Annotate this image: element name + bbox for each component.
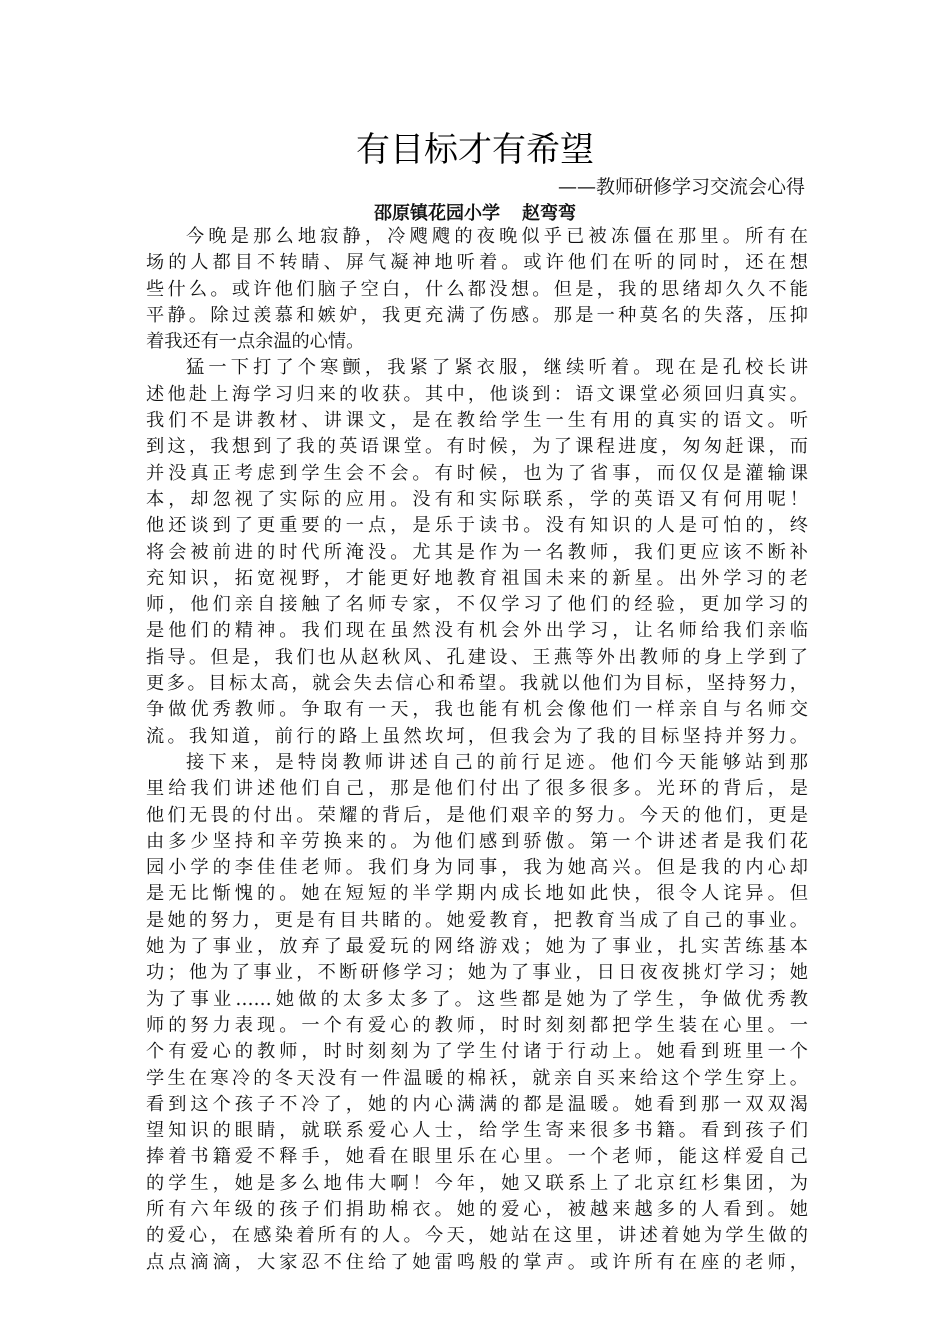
text-line: 的学生，她是多么地伟大啊！今年，她又联系上了北京红杉集团，为 — [146, 1172, 808, 1194]
document-subtitle: ——教师研修学习交流会心得 — [557, 176, 805, 198]
author-name: 赵弯弯 — [522, 203, 576, 224]
author-byline — [0, 202, 950, 226]
text-line: 平静。除过羡慕和嫉妒，我更充满了伤感。那是一种莫名的失落，压抑 — [146, 304, 808, 326]
text-line: 由多少坚持和辛劳换来的。为他们感到骄傲。第一个讲述者是我们花 — [146, 830, 808, 852]
text-line: 学生在寒冷的冬天没有一件温暖的棉袄，就亲自买来给这个学生穿上。 — [146, 1067, 808, 1089]
text-line: 捧着书籍爱不释手，她看在眼里乐在心里。一个老师，能这样爱自己 — [146, 1146, 808, 1168]
text-line: 师的努力表现。一个有爱心的教师，时时刻刻都把学生装在心里。一 — [146, 1014, 808, 1036]
school-name: 邵原镇花园小学 — [374, 203, 500, 224]
text-line: 接下来，是特岗教师讲述自己的前行足迹。他们今天能够站到那 — [186, 751, 808, 773]
text-line: 看到这个孩子不冷了，她的内心满满的都是温暖。她看到那一双双渴 — [146, 1093, 808, 1115]
text-line: 更多。目标太高，就会失去信心和希望。我就以他们为目标，坚持努力， — [146, 673, 808, 695]
text-line: 我们不是讲教材、讲课文，是在教给学生一生有用的真实的语文。听 — [146, 410, 808, 432]
text-line: 些什么。或许他们脑子空白，什么都没想。但是，我的思绪却久久不能 — [146, 278, 808, 300]
text-line: 将会被前进的时代所淹没。尤其是作为一名教师，我们更应该不断补 — [146, 541, 808, 563]
text-line: 争做优秀教师。争取有一天，我也能有机会像他们一样亲自与名师交 — [146, 699, 808, 721]
text-line: 他们无畏的付出。荣耀的背后，是他们艰辛的努力。今天的他们，更是 — [146, 804, 808, 826]
text-line: 的爱心，在感染着所有的人。今天，她站在这里，讲述着她为学生做的 — [146, 1225, 808, 1247]
text-line: 园小学的李佳佳老师。我们身为同事，我为她高兴。但是我的内心却 — [146, 857, 808, 879]
text-line: 流。我知道，前行的路上虽然坎坷，但我会为了我的目标坚持并努力。 — [146, 725, 808, 747]
text-line: 着我还有一点余温的心情。 — [146, 331, 365, 353]
text-line: 场的人都目不转睛、屏气凝神地听着。或许他们在听的同时，还在想 — [146, 252, 808, 274]
text-line: 点点滴滴，大家忍不住给了她雷鸣般的掌声。或许所有在座的老师， — [146, 1251, 808, 1273]
text-line: 功；他为了事业，不断研修学习；她为了事业，日日夜夜挑灯学习；她 — [146, 962, 808, 984]
text-line: 个有爱心的教师，时时刻刻为了学生付诸于行动上。她看到班里一个 — [146, 1041, 808, 1063]
text-line: 是她的努力，更是有目共睹的。她爱教育，把教育当成了自己的事业。 — [146, 909, 808, 931]
text-line: 猛一下打了个寒颤，我紧了紧衣服，继续听着。现在是孔校长讲 — [186, 357, 808, 379]
text-line: 今晚是那么地寂静，冷飕飕的夜晚似乎已被冻僵在那里。所有在 — [186, 226, 808, 247]
text-line: 述他赴上海学习归来的收获。其中，他谈到：语文课堂必须回归真实。 — [146, 383, 808, 405]
text-line: 里给我们讲述他们自己，那是他们付出了很多很多。光环的背后，是 — [146, 778, 808, 800]
body-text — [146, 224, 808, 1276]
text-line: 指导。但是，我们也从赵秋风、孔建设、王燕等外出教师的身上学到了 — [146, 646, 808, 668]
text-line: 她为了事业，放弃了最爱玩的网络游戏；她为了事业，扎实苦练基本 — [146, 936, 808, 958]
text-line: 本，却忽视了实际的应用。没有和实际联系，学的英语又有何用呢！ — [146, 488, 808, 510]
text-line: 是他们的精神。我们现在虽然没有机会外出学习，让名师给我们亲临 — [146, 620, 808, 642]
text-line: 并没真正考虑到学生会不会。有时候，也为了省事，而仅仅是灌输课 — [146, 462, 808, 484]
text-line: 望知识的眼睛，就联系爱心人士，给学生寄来很多书籍。看到孩子们 — [146, 1120, 808, 1142]
text-line: 他还谈到了更重要的一点，是乐于读书。没有知识的人是可怕的，终 — [146, 515, 808, 537]
text-line: 充知识，拓宽视野，才能更好地教育祖国未来的新星。出外学习的老 — [146, 567, 808, 589]
text-line: 到这，我想到了我的英语课堂。有时候，为了课程进度，匆匆赶课，而 — [146, 436, 808, 458]
text-line: 是无比惭愧的。她在短短的半学期内成长地如此快，很令人诧异。但 — [146, 883, 808, 905]
document-title: 有目标才有希望 — [356, 130, 594, 170]
text-line: 师，他们亲自接触了名师专家，不仅学习了他们的经验，更加学习的 — [146, 594, 808, 616]
text-line: 所有六年级的孩子们捐助棉衣。她的爱心，被越来越多的人看到。她 — [146, 1198, 808, 1220]
text-line: 为了事业……她做的太多太多了。这些都是她为了学生，争做优秀教 — [146, 988, 808, 1010]
